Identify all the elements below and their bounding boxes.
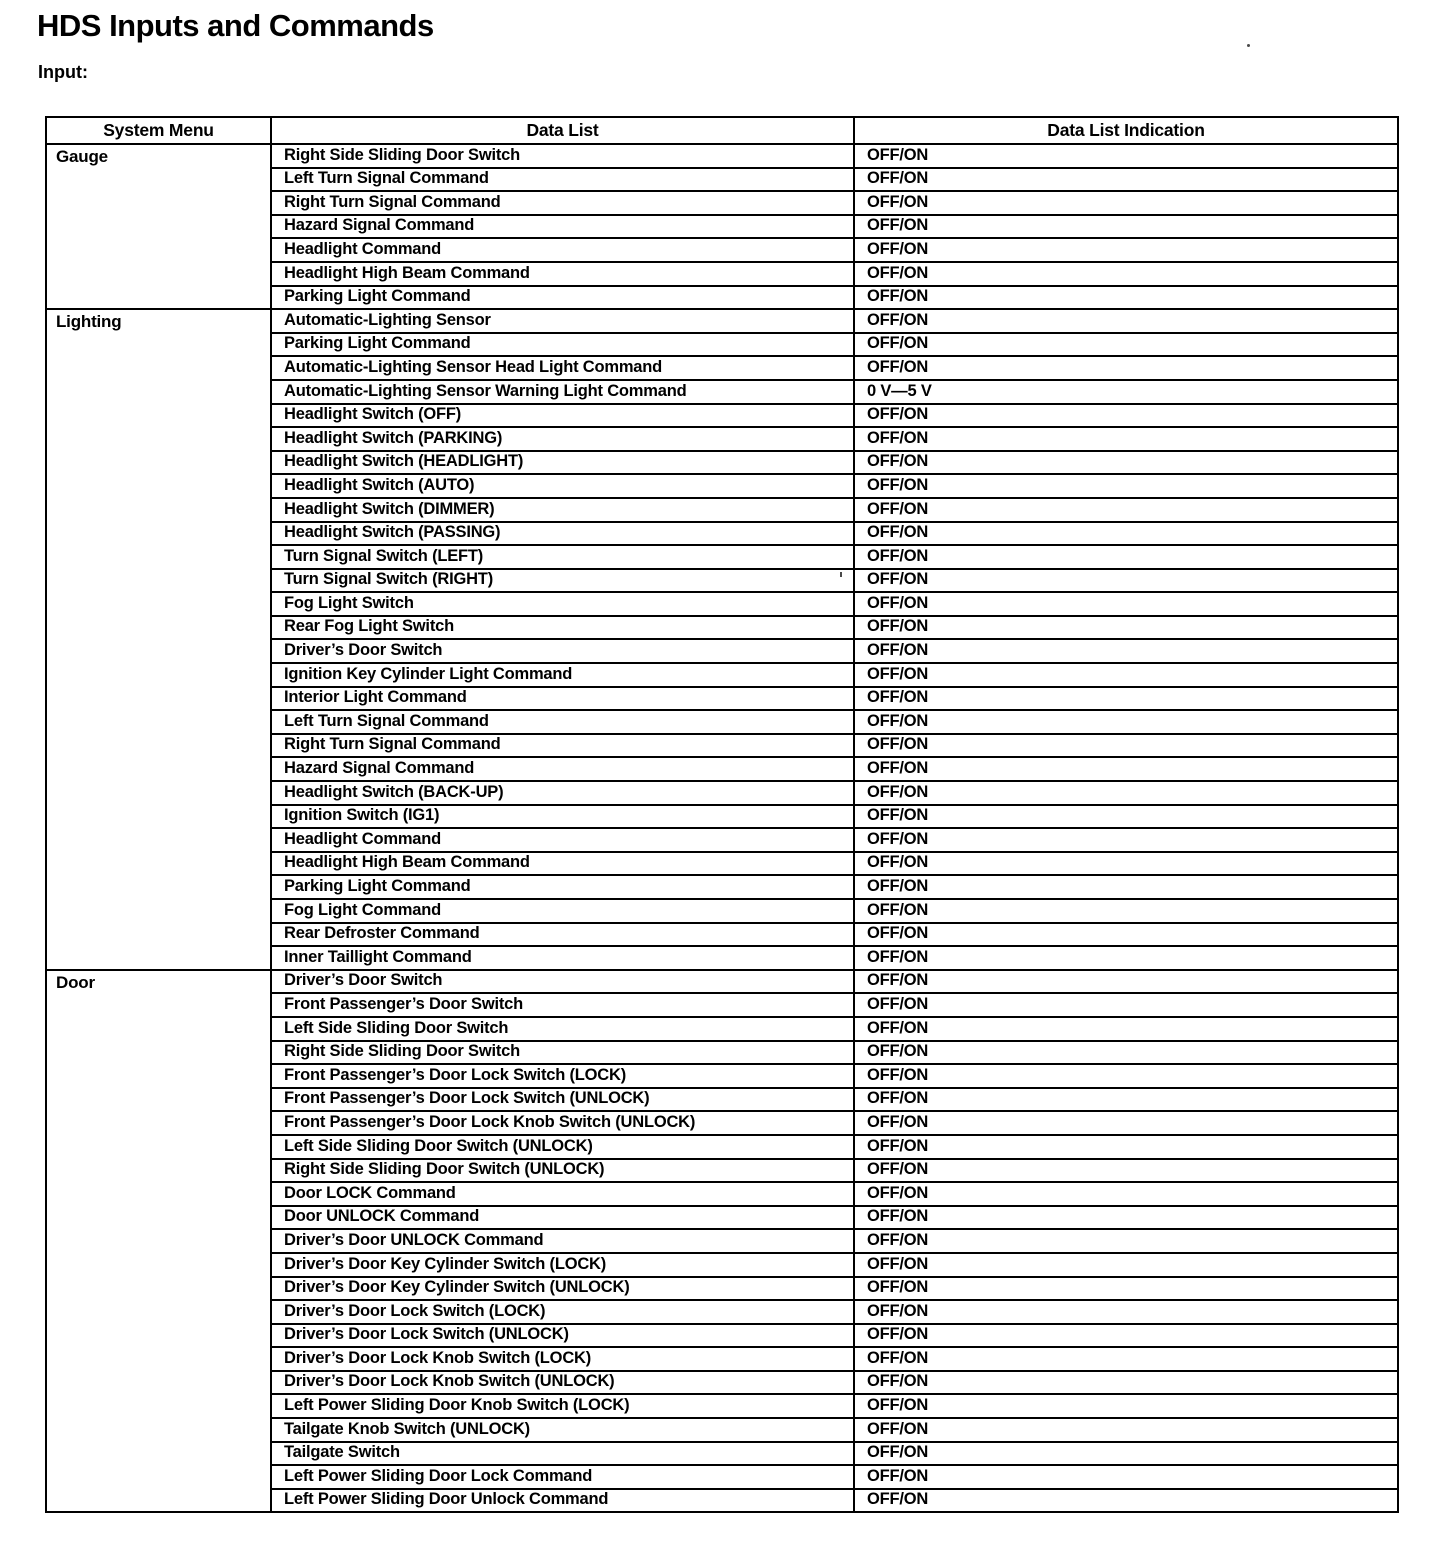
- data-list-indication-cell: OFF/ON: [854, 545, 1398, 569]
- data-list-indication-cell: OFF/ON: [854, 238, 1398, 262]
- table-row: [46, 970, 1398, 994]
- data-list-cell: Right Side Sliding Door Switch: [271, 144, 854, 168]
- data-list-indication-cell: OFF/ON: [854, 1159, 1398, 1183]
- hds-inputs-table: [45, 116, 1399, 1513]
- data-list-cell: Driver’s Door Lock Switch (LOCK): [271, 1300, 854, 1324]
- data-list-cell: Tailgate Knob Switch (UNLOCK): [271, 1418, 854, 1442]
- data-list-indication-cell: OFF/ON: [854, 1347, 1398, 1371]
- data-list-cell: Left Turn Signal Command: [271, 710, 854, 734]
- data-list-cell: Parking Light Command: [271, 333, 854, 357]
- data-list-cell: Headlight Command: [271, 828, 854, 852]
- data-list-indication-cell: OFF/ON: [854, 1300, 1398, 1324]
- data-list-cell: Headlight High Beam Command: [271, 262, 854, 286]
- data-list-cell: Driver’s Door UNLOCK Command: [271, 1229, 854, 1253]
- data-list-indication-cell: OFF/ON: [854, 1442, 1398, 1466]
- data-list-indication-cell: OFF/ON: [854, 1206, 1398, 1230]
- data-list-indication-cell: OFF/ON: [854, 734, 1398, 758]
- data-list-indication-cell: OFF/ON: [854, 687, 1398, 711]
- data-list-indication-cell: OFF/ON: [854, 616, 1398, 640]
- system-menu-cell-gauge: Gauge: [46, 144, 271, 309]
- data-list-indication-cell: OFF/ON: [854, 498, 1398, 522]
- data-list-cell: Ignition Switch (IG1): [271, 805, 854, 829]
- data-list-indication-cell: OFF/ON: [854, 1064, 1398, 1088]
- data-list-cell: Parking Light Command: [271, 286, 854, 310]
- data-list-indication-cell: OFF/ON: [854, 1017, 1398, 1041]
- scan-artifact-dot: [840, 572, 842, 577]
- data-list-indication-cell: OFF/ON: [854, 262, 1398, 286]
- data-list-cell: Driver’s Door Lock Switch (UNLOCK): [271, 1324, 854, 1348]
- header-system-menu: System Menu: [46, 117, 271, 144]
- input-section-label: Input:: [38, 62, 88, 82]
- data-list-cell: Rear Fog Light Switch: [271, 616, 854, 640]
- data-list-indication-cell: OFF/ON: [854, 1088, 1398, 1112]
- data-list-indication-cell: OFF/ON: [854, 1253, 1398, 1277]
- header-data-list: Data List: [271, 117, 854, 144]
- data-list-cell: Driver’s Door Key Cylinder Switch (UNLOCK): [271, 1277, 854, 1301]
- data-list-cell: Driver’s Door Lock Knob Switch (UNLOCK): [271, 1371, 854, 1395]
- data-list-cell: Left Turn Signal Command: [271, 168, 854, 192]
- data-list-cell: Automatic-Lighting Sensor: [271, 309, 854, 333]
- data-list-cell: Left Side Sliding Door Switch: [271, 1017, 854, 1041]
- data-list-indication-cell: OFF/ON: [854, 1277, 1398, 1301]
- data-list-cell: Headlight Switch (PASSING): [271, 522, 854, 546]
- data-list-cell: Inner Taillight Command: [271, 946, 854, 970]
- data-list-indication-cell: OFF/ON: [854, 1371, 1398, 1395]
- data-list-indication-cell: OFF/ON: [854, 1229, 1398, 1253]
- system-menu-cell-door: Door: [46, 970, 271, 1513]
- data-list-cell: Headlight Switch (PARKING): [271, 427, 854, 451]
- data-list-indication-cell: OFF/ON: [854, 1041, 1398, 1065]
- data-list-indication-cell: OFF/ON: [854, 309, 1398, 333]
- data-list-indication-cell: OFF/ON: [854, 144, 1398, 168]
- data-list-indication-cell: OFF/ON: [854, 1135, 1398, 1159]
- data-list-indication-cell: OFF/ON: [854, 404, 1398, 428]
- data-list-cell: Parking Light Command: [271, 875, 854, 899]
- data-list-indication-cell: OFF/ON: [854, 970, 1398, 994]
- data-list-indication-cell: OFF/ON: [854, 191, 1398, 215]
- data-list-cell: Front Passenger’s Door Lock Switch (UNLOCK): [271, 1088, 854, 1112]
- data-list-cell: Fog Light Switch: [271, 592, 854, 616]
- data-list-indication-cell: OFF/ON: [854, 639, 1398, 663]
- data-list-cell: Automatic-Lighting Sensor Head Light Command: [271, 356, 854, 380]
- data-list-cell: Tailgate Switch: [271, 1442, 854, 1466]
- data-list-cell: Headlight Command: [271, 238, 854, 262]
- data-list-cell: Headlight Switch (BACK-UP): [271, 781, 854, 805]
- data-list-indication-cell: OFF/ON: [854, 781, 1398, 805]
- data-list-indication-cell: OFF/ON: [854, 474, 1398, 498]
- data-list-cell: Headlight Switch (OFF): [271, 404, 854, 428]
- data-list-cell: Headlight High Beam Command: [271, 852, 854, 876]
- table-header-row: [46, 117, 1398, 144]
- data-list-cell: Right Side Sliding Door Switch: [271, 1041, 854, 1065]
- data-list-indication-cell: OFF/ON: [854, 522, 1398, 546]
- data-list-indication-cell: OFF/ON: [854, 1324, 1398, 1348]
- data-list-cell: Ignition Key Cylinder Light Command: [271, 663, 854, 687]
- data-list-cell: Hazard Signal Command: [271, 215, 854, 239]
- data-list-indication-cell: OFF/ON: [854, 805, 1398, 829]
- data-list-cell: Left Power Sliding Door Knob Switch (LOCK): [271, 1394, 854, 1418]
- data-list-cell: Door LOCK Command: [271, 1182, 854, 1206]
- data-list-indication-cell: OFF/ON: [854, 946, 1398, 970]
- data-list-cell: Left Power Sliding Door Unlock Command: [271, 1489, 854, 1513]
- data-list-cell: Door UNLOCK Command: [271, 1206, 854, 1230]
- data-list-indication-cell: 0 V—5 V: [854, 380, 1398, 404]
- data-list-cell: Headlight Switch (HEADLIGHT): [271, 451, 854, 475]
- data-list-indication-cell: OFF/ON: [854, 592, 1398, 616]
- scan-artifact-dot: [1247, 44, 1250, 47]
- data-list-cell: Driver’s Door Switch: [271, 970, 854, 994]
- data-list-indication-cell: OFF/ON: [854, 710, 1398, 734]
- data-list-indication-cell: OFF/ON: [854, 993, 1398, 1017]
- data-list-cell: Fog Light Command: [271, 899, 854, 923]
- data-list-indication-cell: OFF/ON: [854, 875, 1398, 899]
- data-list-indication-cell: OFF/ON: [854, 1182, 1398, 1206]
- table-row: [46, 144, 1398, 168]
- data-list-cell: Automatic-Lighting Sensor Warning Light Command: [271, 380, 854, 404]
- data-list-indication-cell: OFF/ON: [854, 569, 1398, 593]
- data-list-indication-cell: OFF/ON: [854, 427, 1398, 451]
- data-list-indication-cell: OFF/ON: [854, 1394, 1398, 1418]
- data-list-cell: Headlight Switch (AUTO): [271, 474, 854, 498]
- data-list-indication-cell: OFF/ON: [854, 852, 1398, 876]
- data-list-cell: Right Turn Signal Command: [271, 191, 854, 215]
- data-list-cell: Front Passenger’s Door Lock Switch (LOCK): [271, 1064, 854, 1088]
- data-list-indication-cell: OFF/ON: [854, 828, 1398, 852]
- table-row: [46, 309, 1398, 333]
- data-list-cell: Headlight Switch (DIMMER): [271, 498, 854, 522]
- data-list-cell: Driver’s Door Switch: [271, 639, 854, 663]
- data-list-indication-cell: OFF/ON: [854, 451, 1398, 475]
- data-list-indication-cell: OFF/ON: [854, 1111, 1398, 1135]
- data-list-cell: Turn Signal Switch (RIGHT): [271, 569, 854, 593]
- data-list-indication-cell: OFF/ON: [854, 923, 1398, 947]
- data-list-indication-cell: OFF/ON: [854, 168, 1398, 192]
- data-list-cell: Rear Defroster Command: [271, 923, 854, 947]
- data-list-cell: Front Passenger’s Door Lock Knob Switch (UNLOCK): [271, 1111, 854, 1135]
- data-list-cell: Front Passenger’s Door Switch: [271, 993, 854, 1017]
- data-list-indication-cell: OFF/ON: [854, 286, 1398, 310]
- data-list-cell: Driver’s Door Lock Knob Switch (LOCK): [271, 1347, 854, 1371]
- data-list-cell: Driver’s Door Key Cylinder Switch (LOCK): [271, 1253, 854, 1277]
- data-list-cell: Right Turn Signal Command: [271, 734, 854, 758]
- data-list-cell: Turn Signal Switch (LEFT): [271, 545, 854, 569]
- data-list-indication-cell: OFF/ON: [854, 757, 1398, 781]
- data-list-cell: Right Side Sliding Door Switch (UNLOCK): [271, 1159, 854, 1183]
- data-list-indication-cell: OFF/ON: [854, 1489, 1398, 1513]
- data-list-cell: Hazard Signal Command: [271, 757, 854, 781]
- data-list-indication-cell: OFF/ON: [854, 215, 1398, 239]
- data-list-indication-cell: OFF/ON: [854, 663, 1398, 687]
- data-list-indication-cell: OFF/ON: [854, 356, 1398, 380]
- data-list-indication-cell: OFF/ON: [854, 1418, 1398, 1442]
- data-list-cell: Left Power Sliding Door Lock Command: [271, 1465, 854, 1489]
- data-list-indication-cell: OFF/ON: [854, 1465, 1398, 1489]
- page-title: HDS Inputs and Commands: [37, 8, 434, 43]
- data-list-indication-cell: OFF/ON: [854, 333, 1398, 357]
- data-list-cell: Interior Light Command: [271, 687, 854, 711]
- data-list-indication-cell: OFF/ON: [854, 899, 1398, 923]
- data-list-cell: Left Side Sliding Door Switch (UNLOCK): [271, 1135, 854, 1159]
- header-data-list-indication: Data List Indication: [854, 117, 1398, 144]
- system-menu-cell-lighting: Lighting: [46, 309, 271, 970]
